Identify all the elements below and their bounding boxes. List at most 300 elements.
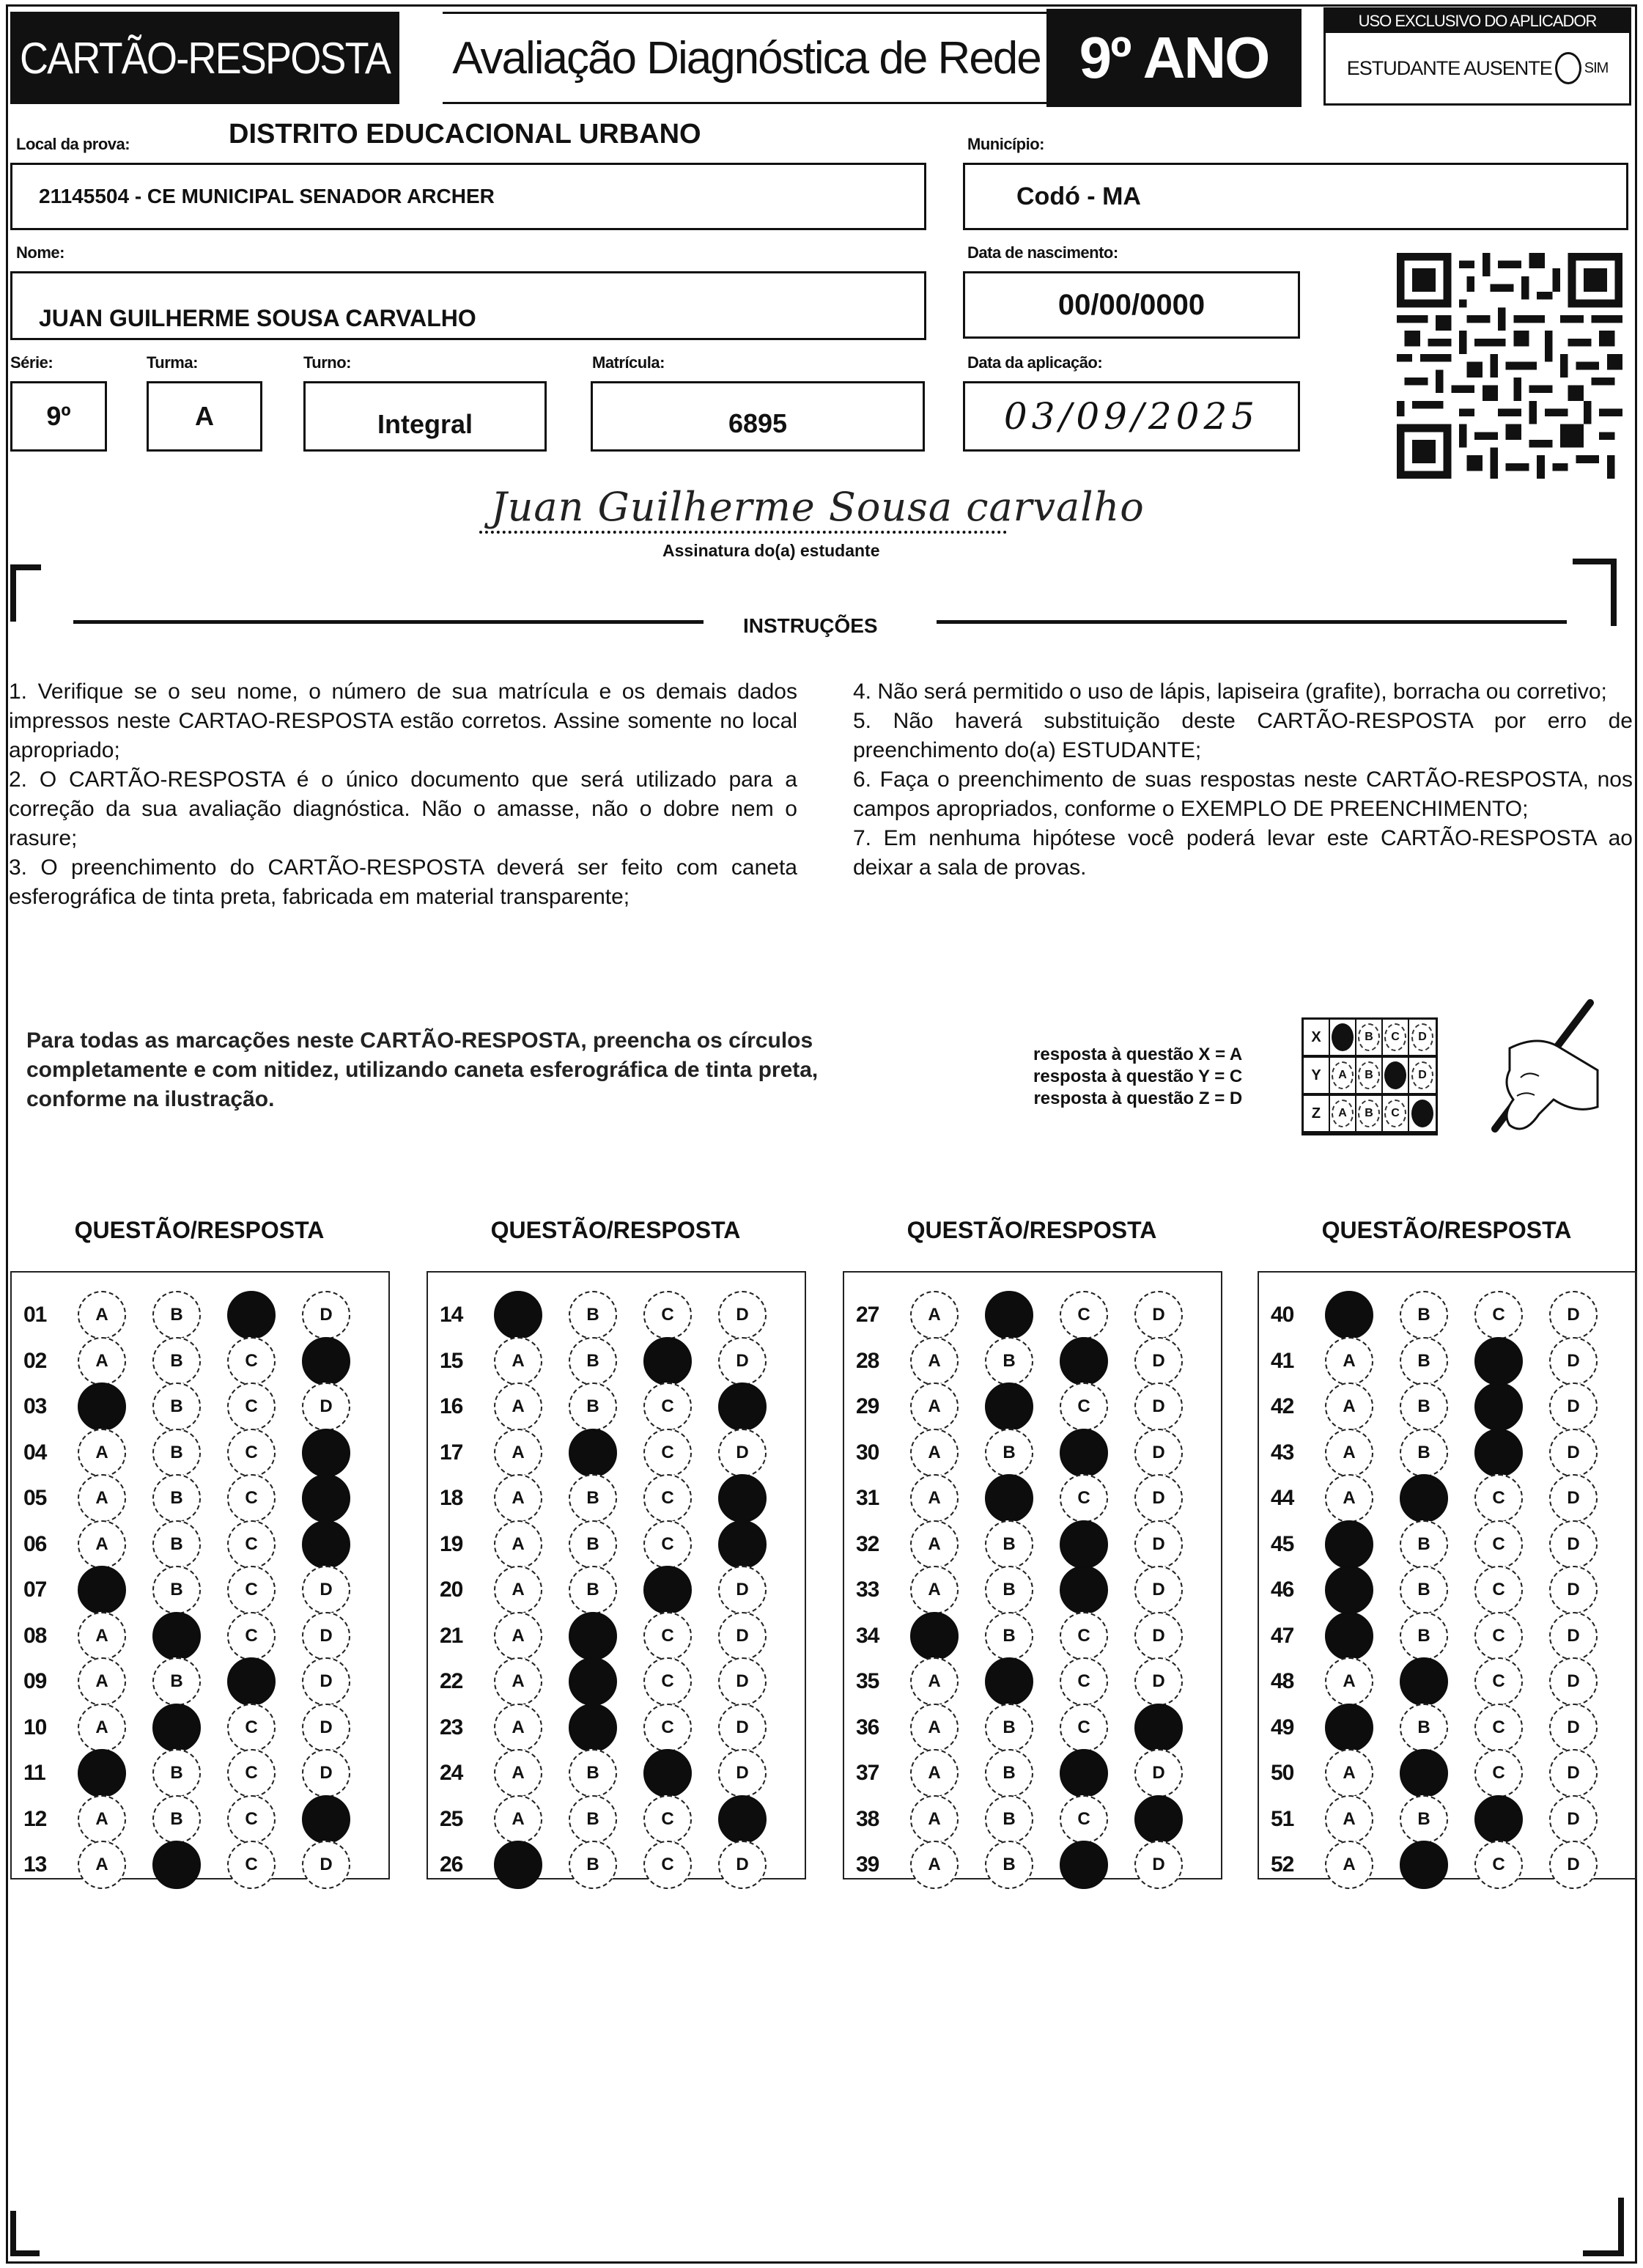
answer-bubble-c[interactable]	[1474, 1337, 1523, 1385]
answer-bubble-b[interactable]	[152, 1612, 201, 1660]
answer-bubble-b[interactable]	[1400, 1474, 1448, 1523]
answer-bubble-b[interactable]: B	[569, 1382, 617, 1431]
example-row	[1304, 1096, 1436, 1131]
answer-bubble-d[interactable]	[302, 1429, 350, 1477]
answer-bubble-c[interactable]: C	[1060, 1612, 1108, 1660]
answer-bubble-c[interactable]: C	[227, 1474, 276, 1523]
answer-bubble-d[interactable]: D	[718, 1291, 767, 1339]
answer-bubble-a[interactable]: A	[494, 1657, 542, 1706]
matricula-value: 6895	[728, 408, 788, 438]
question-number: 41	[1271, 1348, 1294, 1373]
answer-bubble-d[interactable]: D	[1549, 1704, 1598, 1752]
answer-bubble-a[interactable]	[1325, 1704, 1373, 1752]
answer-bubble-c[interactable]: C	[1474, 1566, 1523, 1614]
answer-bubble-d[interactable]: D	[1134, 1474, 1183, 1523]
answer-bubble-c[interactable]	[1060, 1429, 1108, 1477]
example-grid	[1302, 1017, 1438, 1135]
question-number: 14	[440, 1303, 463, 1327]
example-legend	[1033, 1044, 1242, 1110]
column-title: QUESTÃO/RESPOSTA	[74, 1217, 325, 1243]
answer-bubble-b[interactable]	[1400, 1841, 1448, 1889]
answer-bubble-b[interactable]: B	[985, 1566, 1033, 1614]
answer-bubble-c[interactable]: C	[1474, 1657, 1523, 1706]
answer-bubble-d[interactable]	[302, 1474, 350, 1523]
example-bubble	[1384, 1061, 1406, 1089]
answer-bubble-d[interactable]: D	[1134, 1291, 1183, 1339]
answer-bubble-c[interactable]	[1474, 1429, 1523, 1477]
answer-bubble-d[interactable]: D	[718, 1704, 767, 1752]
answer-bubble-c[interactable]: C	[1060, 1657, 1108, 1706]
answer-bubble-b[interactable]: B	[569, 1749, 617, 1797]
question-number: 21	[440, 1623, 463, 1648]
answer-bubble-c[interactable]: C	[643, 1841, 692, 1889]
example-row-label: Z	[1304, 1096, 1330, 1131]
answer-row	[844, 1338, 1221, 1385]
answer-bubble-c[interactable]: C	[1060, 1474, 1108, 1523]
answer-bubble-c[interactable]: C	[1060, 1704, 1108, 1752]
question-number: 17	[440, 1440, 463, 1465]
applicator-header: USO EXCLUSIVO DO APLICADOR	[1326, 10, 1629, 33]
answer-bubble-d[interactable]: D	[1549, 1612, 1598, 1660]
answer-bubble-a[interactable]	[494, 1291, 542, 1339]
answer-column	[1258, 1271, 1637, 1879]
answer-bubble-b[interactable]: B	[985, 1612, 1033, 1660]
answer-bubble-c[interactable]: C	[643, 1291, 692, 1339]
answer-column	[10, 1271, 390, 1879]
answer-bubble-d[interactable]: D	[1134, 1612, 1183, 1660]
answer-bubble-a[interactable]: A	[494, 1612, 542, 1660]
answer-bubble-d[interactable]: D	[1134, 1657, 1183, 1706]
answer-bubble-a[interactable]: A	[78, 1704, 126, 1752]
answer-bubble-d[interactable]: D	[718, 1749, 767, 1797]
answer-bubble-d[interactable]: D	[718, 1657, 767, 1706]
answer-bubble-b[interactable]	[152, 1841, 201, 1889]
answer-bubble-a[interactable]: A	[78, 1291, 126, 1339]
answer-bubble-d[interactable]	[302, 1337, 350, 1385]
answer-bubble-c[interactable]: C	[1060, 1795, 1108, 1844]
answer-bubble-c[interactable]: C	[643, 1612, 692, 1660]
answer-bubble-b[interactable]: B	[569, 1841, 617, 1889]
answer-bubble-b[interactable]: B	[1400, 1520, 1448, 1569]
answer-bubble-a[interactable]	[1325, 1291, 1373, 1339]
column-title: QUESTÃO/RESPOSTA	[490, 1217, 741, 1243]
answer-bubble-a[interactable]: A	[78, 1841, 126, 1889]
answer-bubble-b[interactable]	[985, 1291, 1033, 1339]
answer-bubble-c[interactable]: C	[1474, 1704, 1523, 1752]
answer-bubble-d[interactable]: D	[718, 1841, 767, 1889]
municipio-field	[963, 163, 1628, 230]
answer-bubble-a[interactable]: A	[1325, 1749, 1373, 1797]
answer-bubble-d[interactable]: D	[302, 1704, 350, 1752]
answer-bubble-d[interactable]	[1134, 1795, 1183, 1844]
answer-bubble-c[interactable]: C	[643, 1795, 692, 1844]
answer-bubble-c[interactable]: C	[227, 1429, 276, 1477]
answer-bubble-d[interactable]	[718, 1795, 767, 1844]
answer-row	[1259, 1429, 1636, 1476]
answer-bubble-d[interactable]: D	[1549, 1382, 1598, 1431]
answer-bubble-d[interactable]: D	[1549, 1291, 1598, 1339]
answer-bubble-a[interactable]	[1325, 1612, 1373, 1660]
example-cell	[1383, 1058, 1409, 1093]
serie-label: Série:	[10, 353, 53, 372]
nome-label: Nome:	[16, 243, 64, 262]
answer-bubble-c[interactable]: C	[1060, 1291, 1108, 1339]
example-cell	[1356, 1058, 1383, 1093]
answer-row	[844, 1292, 1221, 1339]
answer-bubble-c[interactable]	[227, 1657, 276, 1706]
answer-bubble-b[interactable]: B	[985, 1520, 1033, 1569]
answer-bubble-d[interactable]	[302, 1795, 350, 1844]
turno-field	[303, 381, 547, 452]
question-number: 49	[1271, 1715, 1294, 1739]
answer-bubble-a[interactable]: A	[78, 1795, 126, 1844]
question-number: 43	[1271, 1440, 1294, 1465]
answer-bubble-c[interactable]	[1060, 1749, 1108, 1797]
answer-bubble-a[interactable]	[910, 1612, 959, 1660]
answer-bubble-a[interactable]: A	[910, 1657, 959, 1706]
answer-bubble-a[interactable]	[1325, 1520, 1373, 1569]
answer-bubble-b[interactable]	[985, 1382, 1033, 1431]
answer-bubble-c[interactable]: C	[227, 1566, 276, 1614]
answer-bubble-c[interactable]	[643, 1749, 692, 1797]
answer-bubble-b[interactable]: B	[1400, 1337, 1448, 1385]
answer-bubble-a[interactable]: A	[494, 1429, 542, 1477]
answer-bubble-a[interactable]: A	[78, 1612, 126, 1660]
answer-row	[12, 1521, 388, 1568]
answer-bubble-c[interactable]: C	[227, 1382, 276, 1431]
answer-bubble-c[interactable]: C	[643, 1429, 692, 1477]
answer-bubble-b[interactable]: B	[569, 1474, 617, 1523]
column-title: QUESTÃO/RESPOSTA	[1321, 1217, 1572, 1243]
answer-bubble-c[interactable]: C	[1474, 1749, 1523, 1797]
answer-bubble-b[interactable]	[569, 1429, 617, 1477]
answer-row	[1259, 1704, 1636, 1751]
answer-bubble-a[interactable]: A	[1325, 1474, 1373, 1523]
answer-bubble-a[interactable]: A	[78, 1474, 126, 1523]
example-bubble: D	[1411, 1061, 1433, 1089]
answer-bubble-a[interactable]	[78, 1566, 126, 1614]
question-number: 20	[440, 1577, 463, 1602]
nascimento-label: Data de nascimento:	[967, 243, 1118, 262]
answer-bubble-c[interactable]: C	[643, 1657, 692, 1706]
answer-row	[12, 1841, 388, 1888]
answer-bubble-c[interactable]	[643, 1566, 692, 1614]
answer-bubble-d[interactable]: D	[1549, 1749, 1598, 1797]
answer-bubble-c[interactable]: C	[227, 1704, 276, 1752]
answer-bubble-a[interactable]: A	[910, 1566, 959, 1614]
example-cell	[1409, 1058, 1436, 1093]
absent-checkbox[interactable]	[1555, 52, 1581, 84]
matricula-label: Matrícula:	[592, 353, 665, 372]
answer-bubble-d[interactable]: D	[1549, 1429, 1598, 1477]
absent-label: ESTUDANTE AUSENTE	[1346, 56, 1552, 79]
answer-bubble-d[interactable]: D	[1549, 1841, 1598, 1889]
answer-bubble-c[interactable]	[643, 1337, 692, 1385]
answer-bubble-d[interactable]	[718, 1520, 767, 1569]
answer-bubble-a[interactable]: A	[1325, 1795, 1373, 1844]
answer-bubble-b[interactable]: B	[569, 1795, 617, 1844]
answer-bubble-d[interactable]: D	[718, 1429, 767, 1477]
answer-bubble-b[interactable]	[152, 1704, 201, 1752]
instruction-item: 3. O preenchimento do CARTÃO-RESPOSTA deverá ser feito com caneta esferográfica de tinta preta, fabricada em material transparente;	[9, 855, 797, 909]
answer-bubble-b[interactable]: B	[1400, 1566, 1448, 1614]
answer-bubble-a[interactable]: A	[78, 1337, 126, 1385]
answer-row	[844, 1658, 1221, 1705]
answer-bubble-c[interactable]: C	[643, 1520, 692, 1569]
answer-bubble-a[interactable]: A	[78, 1520, 126, 1569]
example-bubble: C	[1384, 1023, 1406, 1051]
answer-bubble-b[interactable]: B	[152, 1566, 201, 1614]
answer-bubble-c[interactable]: C	[1474, 1520, 1523, 1569]
answer-row	[428, 1475, 805, 1522]
example-bubble	[1411, 1100, 1433, 1127]
answer-bubble-d[interactable]: D	[1134, 1520, 1183, 1569]
district-name: DISTRITO EDUCACIONAL URBANO	[229, 119, 701, 150]
answer-bubble-d[interactable]: D	[302, 1382, 350, 1431]
answer-bubble-d[interactable]	[718, 1382, 767, 1431]
example-cell	[1356, 1020, 1383, 1055]
answer-bubble-b[interactable]: B	[152, 1749, 201, 1797]
answer-bubble-b[interactable]: B	[1400, 1429, 1448, 1477]
answer-bubble-d[interactable]: D	[302, 1657, 350, 1706]
answer-bubble-b[interactable]: B	[985, 1704, 1033, 1752]
answer-bubble-d[interactable]: D	[1134, 1566, 1183, 1614]
answer-row	[1259, 1566, 1636, 1613]
answer-bubble-a[interactable]: A	[910, 1382, 959, 1431]
answer-bubble-a[interactable]: A	[910, 1704, 959, 1752]
answer-bubble-d[interactable]: D	[718, 1612, 767, 1660]
answer-bubble-a[interactable]: A	[494, 1795, 542, 1844]
instructions-title: INSTRUÇÕES	[743, 614, 878, 637]
answer-bubble-c[interactable]	[1060, 1520, 1108, 1569]
answer-bubble-a[interactable]	[494, 1841, 542, 1889]
answer-bubble-a[interactable]	[78, 1382, 126, 1431]
instructions-rule-right	[937, 620, 1567, 624]
answer-bubble-a[interactable]	[78, 1749, 126, 1797]
answer-bubble-c[interactable]: C	[1474, 1291, 1523, 1339]
answer-bubble-b[interactable]	[569, 1704, 617, 1752]
answer-bubble-c[interactable]: C	[1474, 1474, 1523, 1523]
answer-bubble-a[interactable]: A	[910, 1429, 959, 1477]
answer-bubble-a[interactable]: A	[1325, 1337, 1373, 1385]
instructions-right	[853, 677, 1633, 883]
nome-field	[10, 271, 926, 340]
answer-bubble-b[interactable]: B	[152, 1795, 201, 1844]
question-number: 39	[856, 1852, 879, 1877]
answer-bubble-d[interactable]: D	[302, 1841, 350, 1889]
answer-row	[1259, 1292, 1636, 1339]
answer-bubble-c[interactable]: C	[227, 1520, 276, 1569]
answer-bubble-b[interactable]: B	[1400, 1291, 1448, 1339]
answer-bubble-a[interactable]: A	[494, 1566, 542, 1614]
answer-bubble-b[interactable]: B	[152, 1291, 201, 1339]
example-row	[1304, 1020, 1436, 1058]
instruction-item: 7. Em nenhuma hipótese você poderá levar este CARTÃO-RESPOSTA ao deixar a sala de provas.	[853, 826, 1633, 880]
answer-bubble-b[interactable]: B	[985, 1841, 1033, 1889]
answer-bubble-a[interactable]: A	[910, 1749, 959, 1797]
answer-bubble-b[interactable]: B	[152, 1474, 201, 1523]
answer-bubble-b[interactable]: B	[985, 1429, 1033, 1477]
question-number: 30	[856, 1440, 879, 1465]
answer-row	[12, 1750, 388, 1797]
answer-bubble-a[interactable]: A	[494, 1704, 542, 1752]
signature-label: Assinatura do(a) estudante	[662, 541, 880, 560]
example-cell	[1409, 1020, 1436, 1055]
answer-bubble-b[interactable]: B	[569, 1520, 617, 1569]
answer-row	[12, 1338, 388, 1385]
answer-bubble-d[interactable]: D	[1549, 1566, 1598, 1614]
answer-bubble-d[interactable]: D	[302, 1291, 350, 1339]
answer-bubble-c[interactable]: C	[1474, 1612, 1523, 1660]
answer-bubble-d[interactable]: D	[302, 1612, 350, 1660]
answer-bubble-d[interactable]: D	[1549, 1657, 1598, 1706]
answer-row	[428, 1429, 805, 1476]
answer-bubble-d[interactable]	[718, 1474, 767, 1523]
answer-bubble-b[interactable]	[985, 1657, 1033, 1706]
answer-bubble-a[interactable]: A	[910, 1520, 959, 1569]
answer-bubble-b[interactable]: B	[152, 1337, 201, 1385]
answer-row	[844, 1475, 1221, 1522]
answer-row	[428, 1292, 805, 1339]
answer-bubble-c[interactable]: C	[1060, 1382, 1108, 1431]
answer-bubble-b[interactable]: B	[1400, 1612, 1448, 1660]
answer-bubble-a[interactable]: A	[494, 1474, 542, 1523]
question-number: 15	[440, 1348, 463, 1373]
answer-bubble-c[interactable]	[1060, 1337, 1108, 1385]
question-number: 22	[440, 1669, 463, 1693]
answer-row	[844, 1704, 1221, 1751]
answer-bubble-d[interactable]: D	[1134, 1382, 1183, 1431]
answer-bubble-b[interactable]: B	[152, 1520, 201, 1569]
example-cell	[1330, 1096, 1356, 1131]
answer-bubble-a[interactable]: A	[910, 1795, 959, 1844]
answer-bubble-b[interactable]: B	[985, 1749, 1033, 1797]
answer-bubble-d[interactable]	[302, 1520, 350, 1569]
answer-bubble-b[interactable]: B	[985, 1795, 1033, 1844]
answer-bubble-d[interactable]: D	[718, 1337, 767, 1385]
answer-bubble-d[interactable]: D	[1134, 1337, 1183, 1385]
answer-bubble-a[interactable]: A	[1325, 1429, 1373, 1477]
answer-bubble-b[interactable]: B	[569, 1337, 617, 1385]
aplicacao-field[interactable]	[963, 381, 1300, 452]
question-number: 35	[856, 1669, 879, 1693]
answer-bubble-b[interactable]: B	[1400, 1795, 1448, 1844]
example-cell	[1330, 1020, 1356, 1055]
answer-bubble-a[interactable]: A	[1325, 1657, 1373, 1706]
answer-bubble-b[interactable]	[569, 1612, 617, 1660]
answer-bubble-c[interactable]: C	[227, 1612, 276, 1660]
answer-bubble-a[interactable]: A	[910, 1291, 959, 1339]
answer-bubble-c[interactable]	[1060, 1841, 1108, 1889]
answer-bubble-c[interactable]: C	[643, 1474, 692, 1523]
answer-bubble-b[interactable]	[985, 1474, 1033, 1523]
instruction-item: 6. Faça o preenchimento de suas respostas neste CARTÃO-RESPOSTA, nos campos apropriados, conforme o EXEMPLO DE PREENCHIMENTO;	[853, 767, 1633, 821]
answer-bubble-c[interactable]: C	[1474, 1841, 1523, 1889]
answer-bubble-d[interactable]: D	[1549, 1337, 1598, 1385]
answer-row	[428, 1750, 805, 1797]
answer-bubble-b[interactable]: B	[569, 1291, 617, 1339]
answer-bubble-a[interactable]: A	[494, 1749, 542, 1797]
answer-row	[844, 1750, 1221, 1797]
answer-bubble-d[interactable]: D	[302, 1749, 350, 1797]
instructions-rule-left	[73, 620, 704, 624]
answer-bubble-c[interactable]: C	[227, 1749, 276, 1797]
answer-bubble-d[interactable]: D	[1134, 1841, 1183, 1889]
question-number: 51	[1271, 1806, 1294, 1831]
answer-bubble-c[interactable]: C	[643, 1704, 692, 1752]
student-signature[interactable]: Juan Guilherme Sousa carvalho	[491, 484, 1145, 530]
aplicacao-label: Data da aplicação:	[967, 353, 1103, 372]
question-number: 01	[23, 1303, 47, 1327]
nascimento-field	[963, 271, 1300, 339]
answer-bubble-d[interactable]: D	[1549, 1520, 1598, 1569]
answer-bubble-b[interactable]	[1400, 1749, 1448, 1797]
answer-bubble-c[interactable]: C	[643, 1382, 692, 1431]
answer-bubble-a[interactable]: A	[78, 1657, 126, 1706]
answer-bubble-c[interactable]: C	[227, 1337, 276, 1385]
answer-bubble-a[interactable]: A	[494, 1382, 542, 1431]
answer-bubble-b[interactable]: B	[569, 1566, 617, 1614]
answer-bubble-c[interactable]	[1474, 1382, 1523, 1431]
answer-row	[1259, 1521, 1636, 1568]
example-bubble: B	[1358, 1023, 1380, 1051]
answer-bubble-a[interactable]	[1325, 1566, 1373, 1614]
answer-bubble-b[interactable]: B	[1400, 1382, 1448, 1431]
answer-bubble-a[interactable]: A	[910, 1841, 959, 1889]
answer-bubble-c[interactable]	[1474, 1795, 1523, 1844]
answer-bubble-d[interactable]: D	[302, 1566, 350, 1614]
answer-bubble-a[interactable]: A	[1325, 1382, 1373, 1431]
answer-bubble-d[interactable]: D	[1549, 1474, 1598, 1523]
answer-bubble-b[interactable]: B	[985, 1337, 1033, 1385]
question-number: 23	[440, 1715, 463, 1739]
answer-bubble-c[interactable]: C	[227, 1841, 276, 1889]
question-number: 27	[856, 1303, 879, 1327]
answer-bubble-a[interactable]: A	[78, 1429, 126, 1477]
nascimento-value: 00/00/0000	[1057, 288, 1206, 321]
question-number: 50	[1271, 1761, 1294, 1785]
answer-bubble-d[interactable]: D	[1134, 1429, 1183, 1477]
answer-bubble-c[interactable]	[227, 1291, 276, 1339]
answer-bubble-b[interactable]: B	[1400, 1704, 1448, 1752]
answer-bubble-d[interactable]	[1134, 1704, 1183, 1752]
answer-row	[844, 1566, 1221, 1613]
answer-row	[844, 1429, 1221, 1476]
answer-bubble-a[interactable]: A	[494, 1337, 542, 1385]
answer-bubble-d[interactable]: D	[1134, 1749, 1183, 1797]
answer-bubble-a[interactable]: A	[494, 1520, 542, 1569]
corner-mark-tr	[1573, 559, 1617, 564]
answer-bubble-b[interactable]: B	[152, 1657, 201, 1706]
answer-bubble-c[interactable]	[1060, 1566, 1108, 1614]
answer-bubble-d[interactable]: D	[1549, 1795, 1598, 1844]
question-number: 40	[1271, 1303, 1294, 1327]
answer-row	[428, 1383, 805, 1430]
answer-bubble-d[interactable]: D	[718, 1566, 767, 1614]
question-number: 18	[440, 1486, 463, 1510]
local-value: 21145504 - CE MUNICIPAL SENADOR ARCHER	[39, 185, 495, 207]
answer-bubble-c[interactable]: C	[227, 1795, 276, 1844]
answer-bubble-a[interactable]: A	[910, 1474, 959, 1523]
answer-bubble-b[interactable]: B	[152, 1429, 201, 1477]
answer-bubble-b[interactable]: B	[152, 1382, 201, 1431]
answer-bubble-b[interactable]	[569, 1657, 617, 1706]
answer-bubble-a[interactable]: A	[910, 1337, 959, 1385]
answer-bubble-a[interactable]: A	[1325, 1841, 1373, 1889]
answer-bubble-b[interactable]	[1400, 1657, 1448, 1706]
question-number: 05	[23, 1486, 47, 1510]
question-number: 04	[23, 1440, 47, 1465]
